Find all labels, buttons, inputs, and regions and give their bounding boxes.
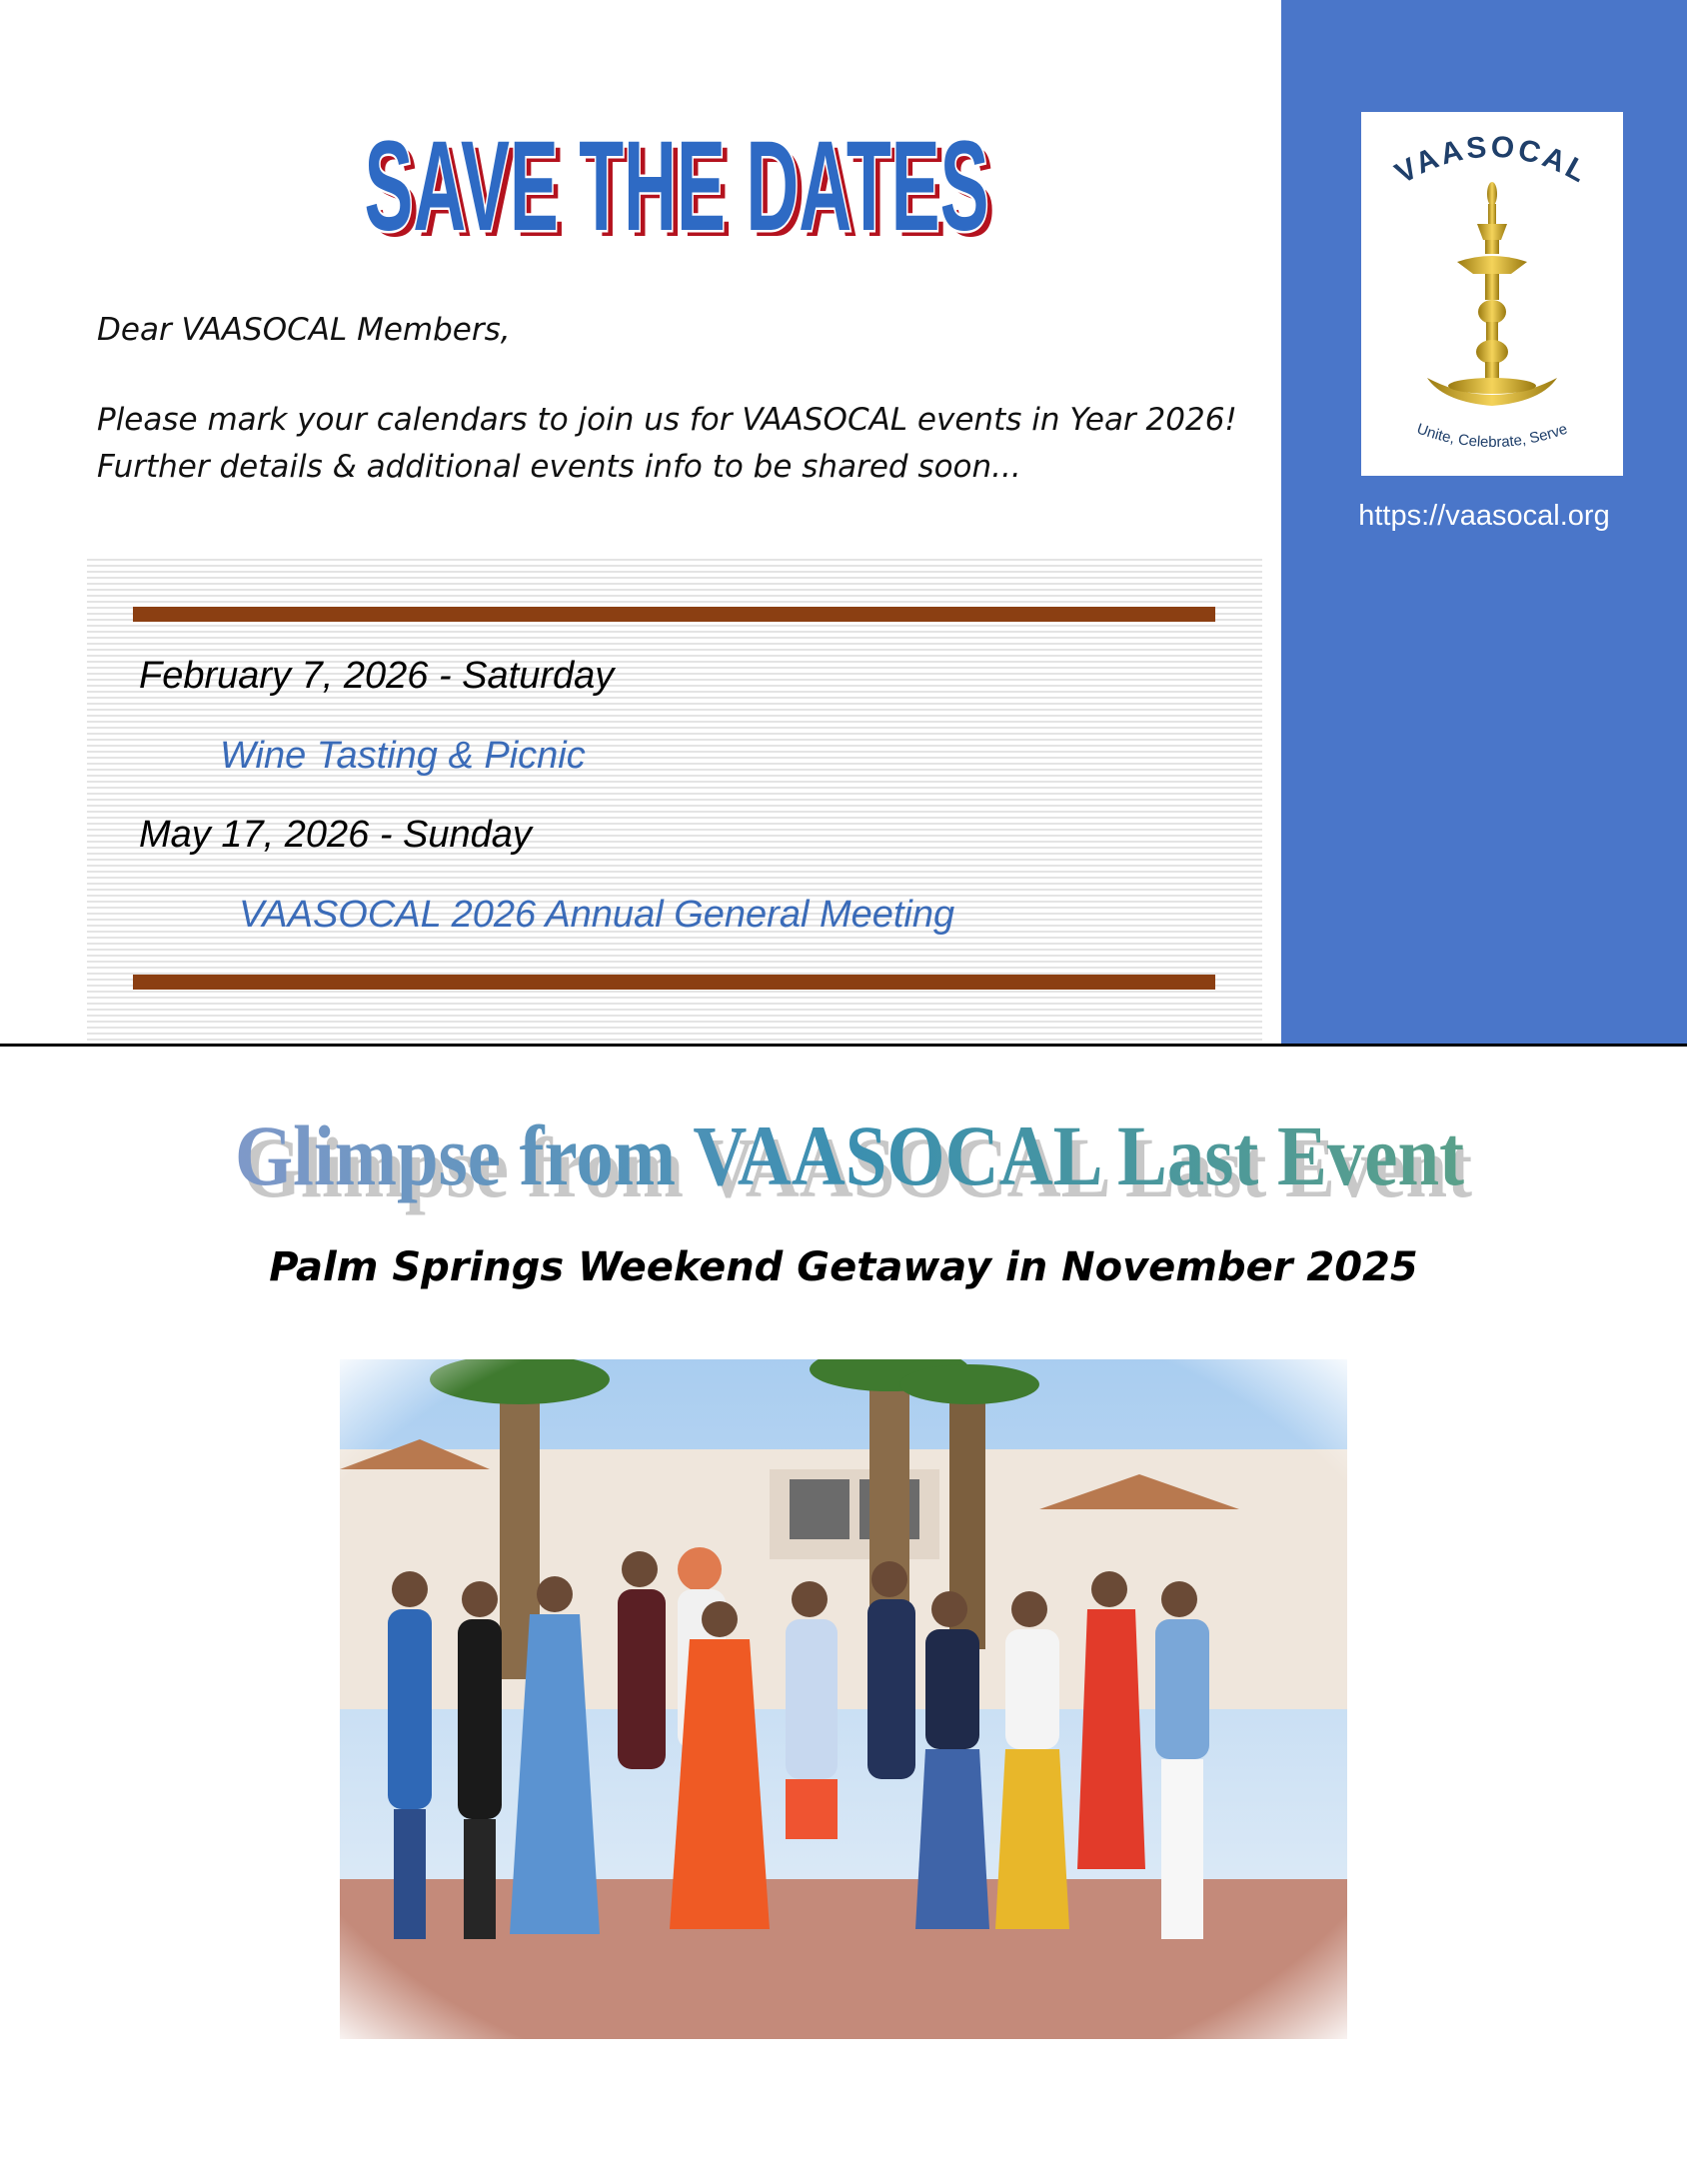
svg-text:Unite, Celebrate, Serve: Unite, Celebrate, Serve	[1414, 420, 1570, 452]
event-date: February 7, 2026 - Saturday	[139, 655, 615, 697]
glimpse-title	[205, 1080, 1494, 1219]
event-name: VAASOCAL 2026 Annual General Meeting	[239, 894, 955, 936]
event-date: May 17, 2026 - Sunday	[139, 814, 532, 856]
vaasocal-logo	[1361, 112, 1623, 476]
svg-text:Glimpse from VAASOCAL Last Eve: Glimpse from VAASOCAL Last Event	[243, 1119, 1473, 1215]
brass-lamp-icon	[1361, 112, 1623, 476]
event-name: Wine Tasting & Picnic	[220, 735, 586, 777]
letter-line-1: Please mark your calendars to join us for VAASOCAL events in Year 2026!	[97, 402, 1237, 438]
group-photo	[340, 1359, 1347, 2039]
save-the-dates-title	[355, 100, 999, 250]
letter-greeting: Dear VAASOCAL Members,	[97, 312, 511, 348]
events-top-bar	[133, 607, 1215, 622]
svg-text:SAVE THE DATES: SAVE THE DATES	[370, 121, 995, 250]
svg-text:VAASOCAL: VAASOCAL	[1389, 130, 1595, 191]
letter-line-2: Further details & additional events info to be shared soon...	[97, 449, 1021, 485]
events-bottom-bar	[133, 975, 1215, 990]
svg-text:SAVE THE DATES: SAVE THE DATES	[364, 115, 989, 250]
event-subtitle: Palm Springs Weekend Getaway in November 2025	[269, 1244, 1418, 1290]
website-url[interactable]: https://vaasocal.org	[1358, 500, 1610, 532]
svg-text:Glimpse from VAASOCAL Last Eve: Glimpse from VAASOCAL Last Event	[235, 1107, 1465, 1203]
section-divider	[0, 1044, 1687, 1047]
sidebar	[1281, 0, 1687, 1045]
events-box	[87, 555, 1262, 1045]
